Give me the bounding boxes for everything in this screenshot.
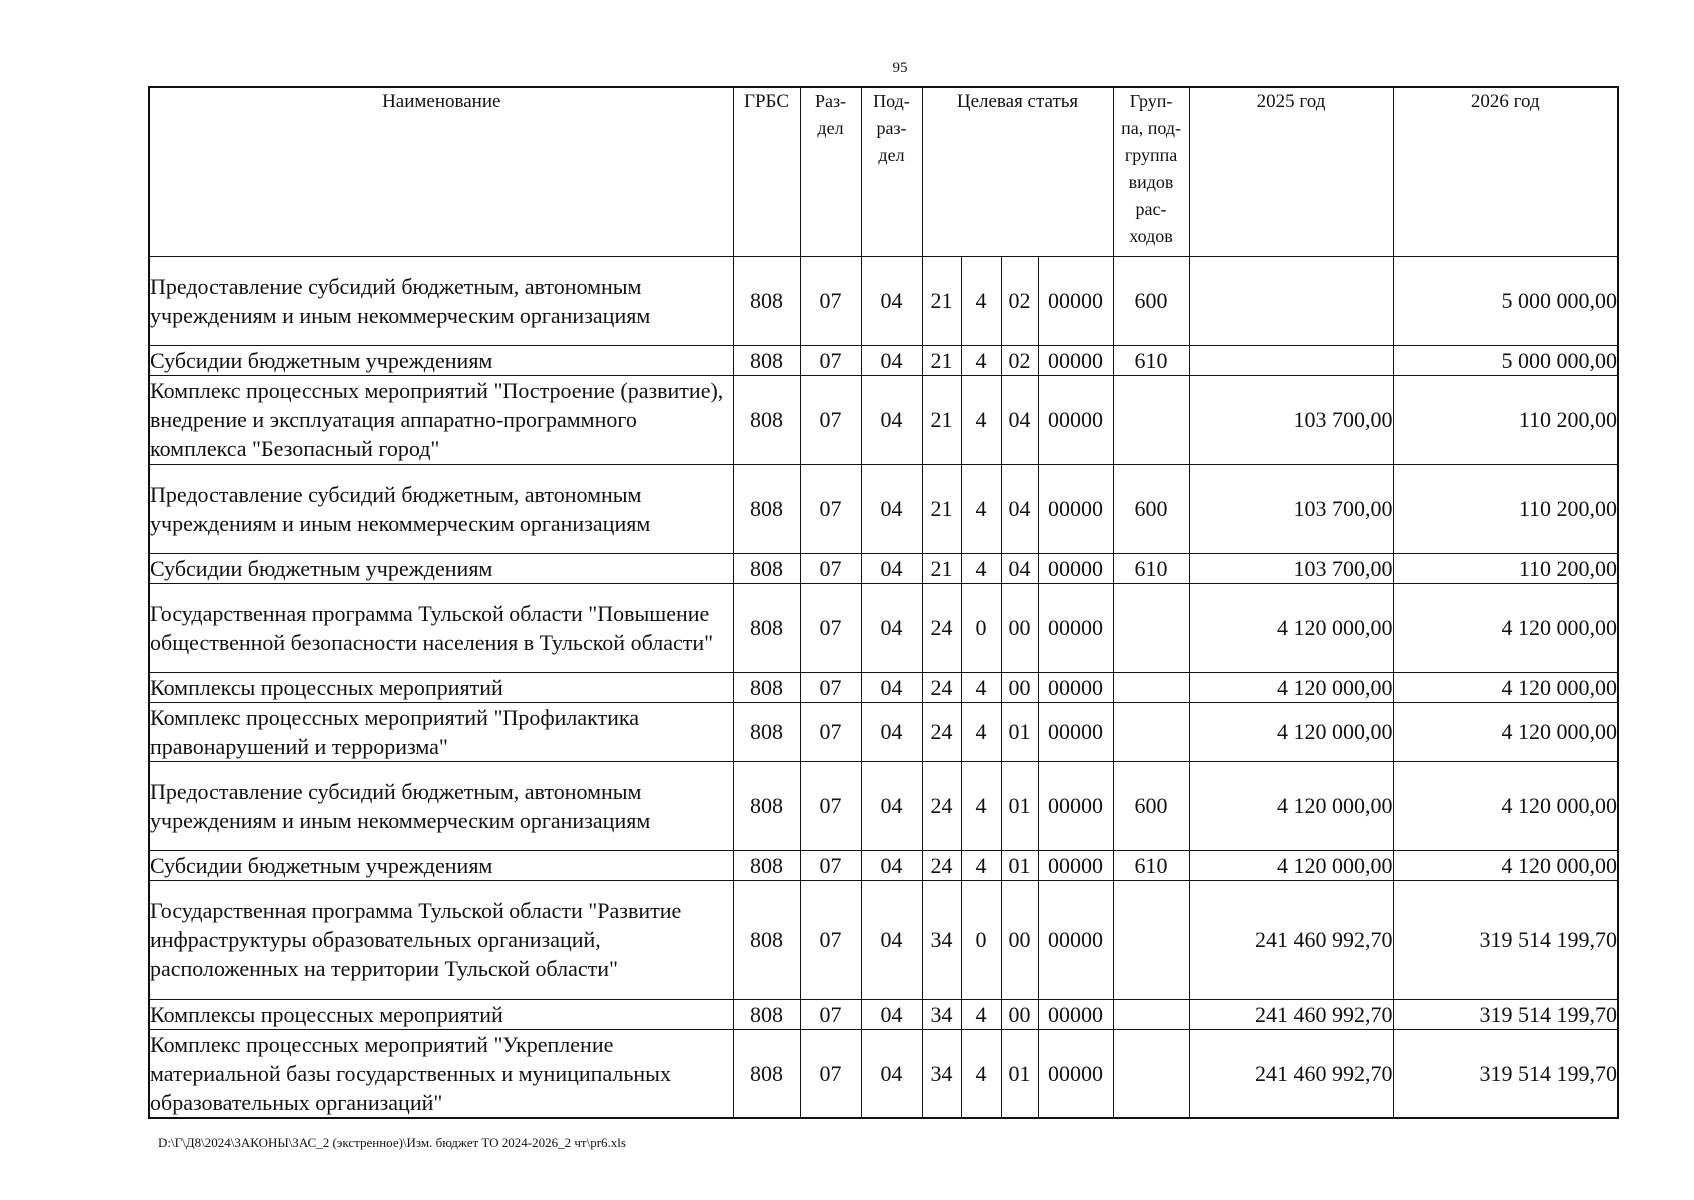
row-grbs: 808 xyxy=(733,375,800,464)
row-podrazdel: 04 xyxy=(861,999,922,1029)
row-cs-direction: 00000 xyxy=(1038,761,1113,850)
row-cs-structural: 00 xyxy=(1001,880,1038,999)
row-cs-program: 21 xyxy=(922,345,961,375)
row-cs-type: 0 xyxy=(961,583,1001,672)
row-cs-type: 4 xyxy=(961,999,1001,1029)
row-vid-rashodov: 600 xyxy=(1113,256,1189,345)
header-2025: 2025 год xyxy=(1189,87,1393,256)
row-vid-rashodov: 600 xyxy=(1113,761,1189,850)
table-row xyxy=(149,375,1618,464)
row-cs-direction: 00000 xyxy=(1038,464,1113,553)
header-line: группа xyxy=(1124,145,1178,165)
row-cs-direction: 00000 xyxy=(1038,375,1113,464)
row-podrazdel: 04 xyxy=(861,375,922,464)
header-2026: 2026 год xyxy=(1393,87,1618,256)
header-grbs: ГРБС xyxy=(733,87,800,256)
header-celevaya-statya: Целевая статья xyxy=(922,87,1113,256)
row-podrazdel: 04 xyxy=(861,256,922,345)
row-razdel: 07 xyxy=(800,850,861,880)
row-cs-type: 4 xyxy=(961,850,1001,880)
row-cs-structural: 01 xyxy=(1001,1029,1038,1118)
header-line: дел xyxy=(817,118,844,138)
row-amount-2025: 4 120 000,00 xyxy=(1189,850,1393,880)
table-row xyxy=(149,999,1618,1029)
row-cs-program: 24 xyxy=(922,702,961,761)
row-cs-program: 24 xyxy=(922,583,961,672)
row-cs-program: 24 xyxy=(922,761,961,850)
header-line: па, под- xyxy=(1121,118,1181,138)
row-amount-2025: 4 120 000,00 xyxy=(1189,583,1393,672)
row-cs-program: 21 xyxy=(922,375,961,464)
row-grbs: 808 xyxy=(733,999,800,1029)
row-name: Субсидии бюджетным учреждениям xyxy=(149,850,733,880)
row-cs-type: 4 xyxy=(961,464,1001,553)
row-podrazdel: 04 xyxy=(861,850,922,880)
row-amount-2025: 103 700,00 xyxy=(1189,464,1393,553)
row-amount-2025: 4 120 000,00 xyxy=(1189,761,1393,850)
table-row xyxy=(149,583,1618,672)
table-row xyxy=(149,880,1618,999)
row-amount-2025 xyxy=(1189,345,1393,375)
table-row xyxy=(149,1029,1618,1118)
row-amount-2026: 4 120 000,00 xyxy=(1393,761,1618,850)
row-grbs: 808 xyxy=(733,761,800,850)
row-cs-direction: 00000 xyxy=(1038,850,1113,880)
row-name: Субсидии бюджетным учреждениям xyxy=(149,553,733,583)
header-gruppa xyxy=(1113,87,1189,256)
row-name: Предоставление субсидий бюджетным, автономным учреждениям и иным некоммерческим организациям xyxy=(149,464,733,553)
row-cs-structural: 02 xyxy=(1001,256,1038,345)
row-razdel: 07 xyxy=(800,553,861,583)
table-row xyxy=(149,345,1618,375)
table-row xyxy=(149,850,1618,880)
row-podrazdel: 04 xyxy=(861,464,922,553)
row-cs-program: 21 xyxy=(922,256,961,345)
row-cs-type: 0 xyxy=(961,880,1001,999)
row-cs-direction: 00000 xyxy=(1038,583,1113,672)
row-cs-type: 4 xyxy=(961,672,1001,702)
header-line: рас- xyxy=(1135,199,1167,219)
row-grbs: 808 xyxy=(733,345,800,375)
row-name: Комплексы процессных мероприятий xyxy=(149,672,733,702)
row-razdel: 07 xyxy=(800,375,861,464)
row-grbs: 808 xyxy=(733,583,800,672)
row-vid-rashodov: 600 xyxy=(1113,464,1189,553)
row-podrazdel: 04 xyxy=(861,345,922,375)
row-name: Государственная программа Тульской области "Повышение общественной безопасности населения в Тульской области" xyxy=(149,583,733,672)
row-vid-rashodov: 610 xyxy=(1113,345,1189,375)
header-podrazdel xyxy=(861,87,922,256)
row-cs-structural: 02 xyxy=(1001,345,1038,375)
row-cs-type: 4 xyxy=(961,1029,1001,1118)
row-cs-structural: 04 xyxy=(1001,553,1038,583)
row-amount-2025: 241 460 992,70 xyxy=(1189,880,1393,999)
row-amount-2026: 5 000 000,00 xyxy=(1393,256,1618,345)
row-podrazdel: 04 xyxy=(861,880,922,999)
row-cs-structural: 00 xyxy=(1001,999,1038,1029)
row-razdel: 07 xyxy=(800,880,861,999)
row-name: Предоставление субсидий бюджетным, автономным учреждениям и иным некоммерческим организациям xyxy=(149,256,733,345)
row-amount-2025: 4 120 000,00 xyxy=(1189,672,1393,702)
row-amount-2025: 4 120 000,00 xyxy=(1189,702,1393,761)
row-cs-program: 34 xyxy=(922,880,961,999)
header-line: Раз- xyxy=(814,91,847,111)
header-name: Наименование xyxy=(149,87,733,256)
row-grbs: 808 xyxy=(733,553,800,583)
row-grbs: 808 xyxy=(733,1029,800,1118)
file-path-footer: D:\Г\Д8\2024\ЗАКОНЫ\ЗАС_2 (экстренное)\Изм. бюджет ТО 2024-2026_2 чт\pr6.xls xyxy=(158,1135,626,1150)
header-line: Под- xyxy=(873,91,910,111)
row-amount-2026: 4 120 000,00 xyxy=(1393,583,1618,672)
row-cs-type: 4 xyxy=(961,702,1001,761)
row-name: Предоставление субсидий бюджетным, автономным учреждениям и иным некоммерческим организациям xyxy=(149,761,733,850)
row-cs-direction: 00000 xyxy=(1038,672,1113,702)
row-name: Комплекс процессных мероприятий "Профилактика правонарушений и терроризма" xyxy=(149,702,733,761)
table-header-row xyxy=(149,87,1618,256)
header-line: раз- xyxy=(876,118,907,138)
row-cs-type: 4 xyxy=(961,256,1001,345)
row-vid-rashodov xyxy=(1113,672,1189,702)
row-razdel: 07 xyxy=(800,761,861,850)
row-cs-structural: 04 xyxy=(1001,375,1038,464)
row-grbs: 808 xyxy=(733,464,800,553)
row-name: Комплекс процессных мероприятий "Укрепление материальной базы государственных и муниципальных образовательных организаций" xyxy=(149,1029,733,1118)
row-cs-direction: 00000 xyxy=(1038,256,1113,345)
table-row xyxy=(149,702,1618,761)
row-vid-rashodov xyxy=(1113,583,1189,672)
row-cs-structural: 00 xyxy=(1001,672,1038,702)
table-row xyxy=(149,256,1618,345)
row-podrazdel: 04 xyxy=(861,553,922,583)
header-razdel xyxy=(800,87,861,256)
row-cs-structural: 00 xyxy=(1001,583,1038,672)
row-grbs: 808 xyxy=(733,850,800,880)
row-amount-2026: 5 000 000,00 xyxy=(1393,345,1618,375)
row-amount-2025: 241 460 992,70 xyxy=(1189,999,1393,1029)
header-line: дел xyxy=(878,145,905,165)
row-vid-rashodov xyxy=(1113,880,1189,999)
row-name: Комплексы процессных мероприятий xyxy=(149,999,733,1029)
row-amount-2026: 319 514 199,70 xyxy=(1393,880,1618,999)
row-cs-program: 21 xyxy=(922,553,961,583)
row-amount-2026: 4 120 000,00 xyxy=(1393,672,1618,702)
row-cs-direction: 00000 xyxy=(1038,999,1113,1029)
row-amount-2026: 110 200,00 xyxy=(1393,553,1618,583)
row-cs-direction: 00000 xyxy=(1038,345,1113,375)
row-cs-structural: 01 xyxy=(1001,702,1038,761)
row-amount-2025: 103 700,00 xyxy=(1189,553,1393,583)
row-amount-2026: 319 514 199,70 xyxy=(1393,999,1618,1029)
row-grbs: 808 xyxy=(733,702,800,761)
row-name: Комплекс процессных мероприятий "Построение (развитие), внедрение и эксплуатация аппаратно-программного комплекса "Безопасный город" xyxy=(149,375,733,464)
row-cs-program: 24 xyxy=(922,672,961,702)
row-amount-2025 xyxy=(1189,256,1393,345)
row-podrazdel: 04 xyxy=(861,672,922,702)
row-amount-2025: 103 700,00 xyxy=(1189,375,1393,464)
row-vid-rashodov xyxy=(1113,702,1189,761)
row-cs-direction: 00000 xyxy=(1038,553,1113,583)
row-podrazdel: 04 xyxy=(861,702,922,761)
row-amount-2026: 4 120 000,00 xyxy=(1393,702,1618,761)
row-cs-program: 21 xyxy=(922,464,961,553)
table-row xyxy=(149,464,1618,553)
row-cs-program: 34 xyxy=(922,1029,961,1118)
row-name: Субсидии бюджетным учреждениям xyxy=(149,345,733,375)
row-cs-type: 4 xyxy=(961,375,1001,464)
row-razdel: 07 xyxy=(800,672,861,702)
row-razdel: 07 xyxy=(800,702,861,761)
row-vid-rashodov xyxy=(1113,1029,1189,1118)
row-cs-structural: 04 xyxy=(1001,464,1038,553)
row-cs-program: 24 xyxy=(922,850,961,880)
header-line: ходов xyxy=(1129,226,1173,246)
row-razdel: 07 xyxy=(800,583,861,672)
row-amount-2026: 110 200,00 xyxy=(1393,464,1618,553)
row-podrazdel: 04 xyxy=(861,583,922,672)
table-row xyxy=(149,672,1618,702)
row-vid-rashodov: 610 xyxy=(1113,553,1189,583)
row-cs-direction: 00000 xyxy=(1038,880,1113,999)
row-grbs: 808 xyxy=(733,672,800,702)
row-podrazdel: 04 xyxy=(861,761,922,850)
budget-table xyxy=(148,86,1619,1119)
row-cs-type: 4 xyxy=(961,345,1001,375)
header-line: Груп- xyxy=(1129,91,1173,111)
row-razdel: 07 xyxy=(800,345,861,375)
row-amount-2026: 110 200,00 xyxy=(1393,375,1618,464)
row-podrazdel: 04 xyxy=(861,1029,922,1118)
row-cs-structural: 01 xyxy=(1001,850,1038,880)
row-grbs: 808 xyxy=(733,256,800,345)
row-amount-2026: 4 120 000,00 xyxy=(1393,850,1618,880)
table-row xyxy=(149,553,1618,583)
row-cs-structural: 01 xyxy=(1001,761,1038,850)
page-number: 95 xyxy=(892,60,908,76)
table-row xyxy=(149,761,1618,850)
row-vid-rashodov xyxy=(1113,375,1189,464)
row-cs-direction: 00000 xyxy=(1038,1029,1113,1118)
row-vid-rashodov: 610 xyxy=(1113,850,1189,880)
row-razdel: 07 xyxy=(800,464,861,553)
row-cs-type: 4 xyxy=(961,553,1001,583)
row-amount-2025: 241 460 992,70 xyxy=(1189,1029,1393,1118)
header-line: видов xyxy=(1128,172,1174,192)
row-razdel: 07 xyxy=(800,256,861,345)
row-razdel: 07 xyxy=(800,999,861,1029)
row-cs-direction: 00000 xyxy=(1038,702,1113,761)
row-razdel: 07 xyxy=(800,1029,861,1118)
row-cs-program: 34 xyxy=(922,999,961,1029)
row-grbs: 808 xyxy=(733,880,800,999)
row-name: Государственная программа Тульской области "Развитие инфраструктуры образовательных организаций, расположенных на территории Тульской области" xyxy=(149,880,733,999)
row-amount-2026: 319 514 199,70 xyxy=(1393,1029,1618,1118)
row-vid-rashodov xyxy=(1113,999,1189,1029)
row-cs-type: 4 xyxy=(961,761,1001,850)
